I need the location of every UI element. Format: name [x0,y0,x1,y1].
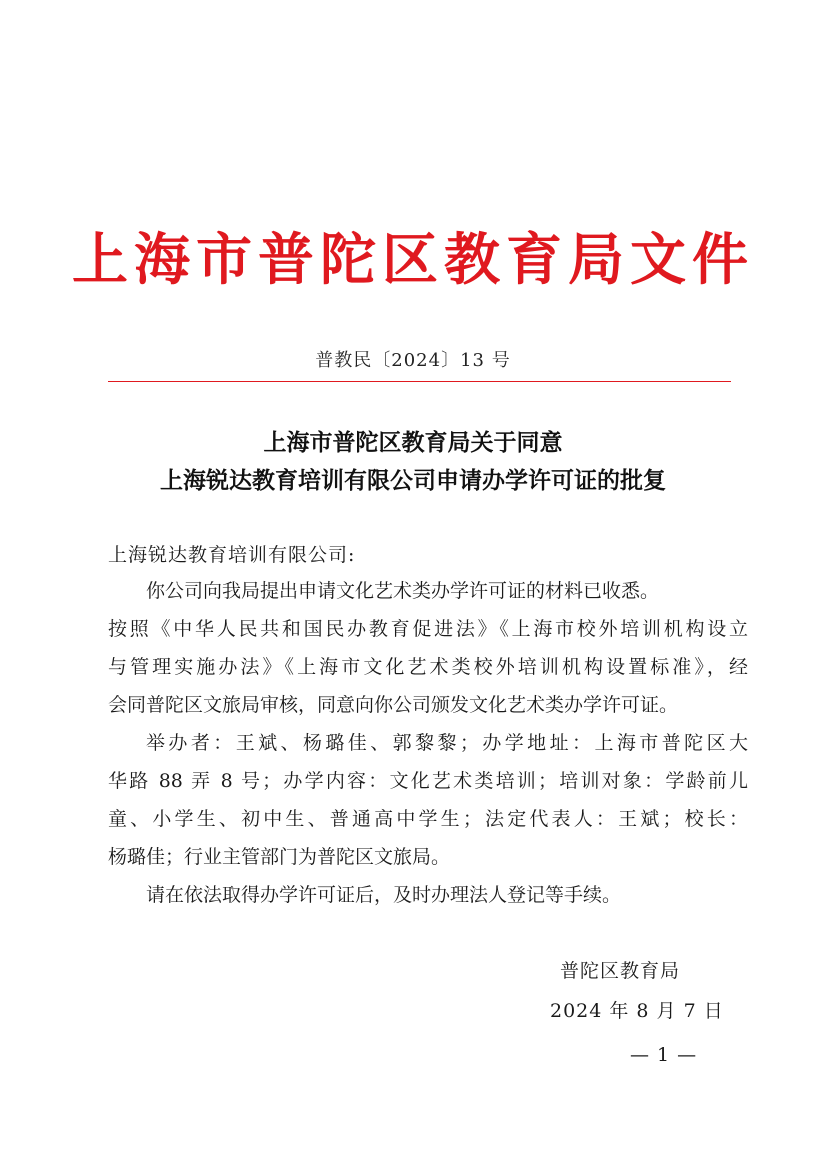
body-line: 按照《中华人民共和国民办教育促进法》《上海市校外培训机构设立 [108,618,748,640]
body-line: 华路 88 弄 8 号；办学内容：文化艺术类培训；培训对象：学龄前儿 [108,770,748,792]
reply-title [0,424,826,500]
body-line: 与管理实施办法》《上海市文化艺术类校外培训机构设置标准》，经 [108,656,748,678]
red-divider-line [108,381,731,382]
document-number: 普教民〔2024〕13 号 [315,350,511,371]
issuer-signature: 普陀区教育局 [560,960,681,982]
issue-date: 2024 年 8 月 7 日 [550,1000,724,1022]
body-line: 会同普陀区文旅局审核，同意向你公司颁发文化艺术类办学许可证。 [108,694,679,716]
body-line: 杨璐佳；行业主管部门为普陀区文旅局。 [108,846,451,868]
reply-title-line-1: 上海市普陀区教育局关于同意 [263,429,563,456]
body-line: 请在依法取得办学许可证后，及时办理法人登记等手续。 [146,884,622,906]
body-line: 举办者：王斌、杨璐佳、郭黎黎；办学地址：上海市普陀区大 [146,732,748,754]
body-line: 童、小学生、初中生、普通高中学生；法定代表人：王斌；校长： [108,808,748,830]
document-header-title: 上海市普陀区教育局文件 [72,227,754,293]
body-line: 你公司向我局提出申请文化艺术类办学许可证的材料已收悉。 [146,580,660,602]
salutation: 上海锐达教育培训有限公司: [108,544,356,566]
page-number: — 1 — [630,1044,698,1066]
body-text [108,572,748,914]
reply-title-line-2: 上海锐达教育培训有限公司申请办学许可证的批复 [160,467,666,494]
